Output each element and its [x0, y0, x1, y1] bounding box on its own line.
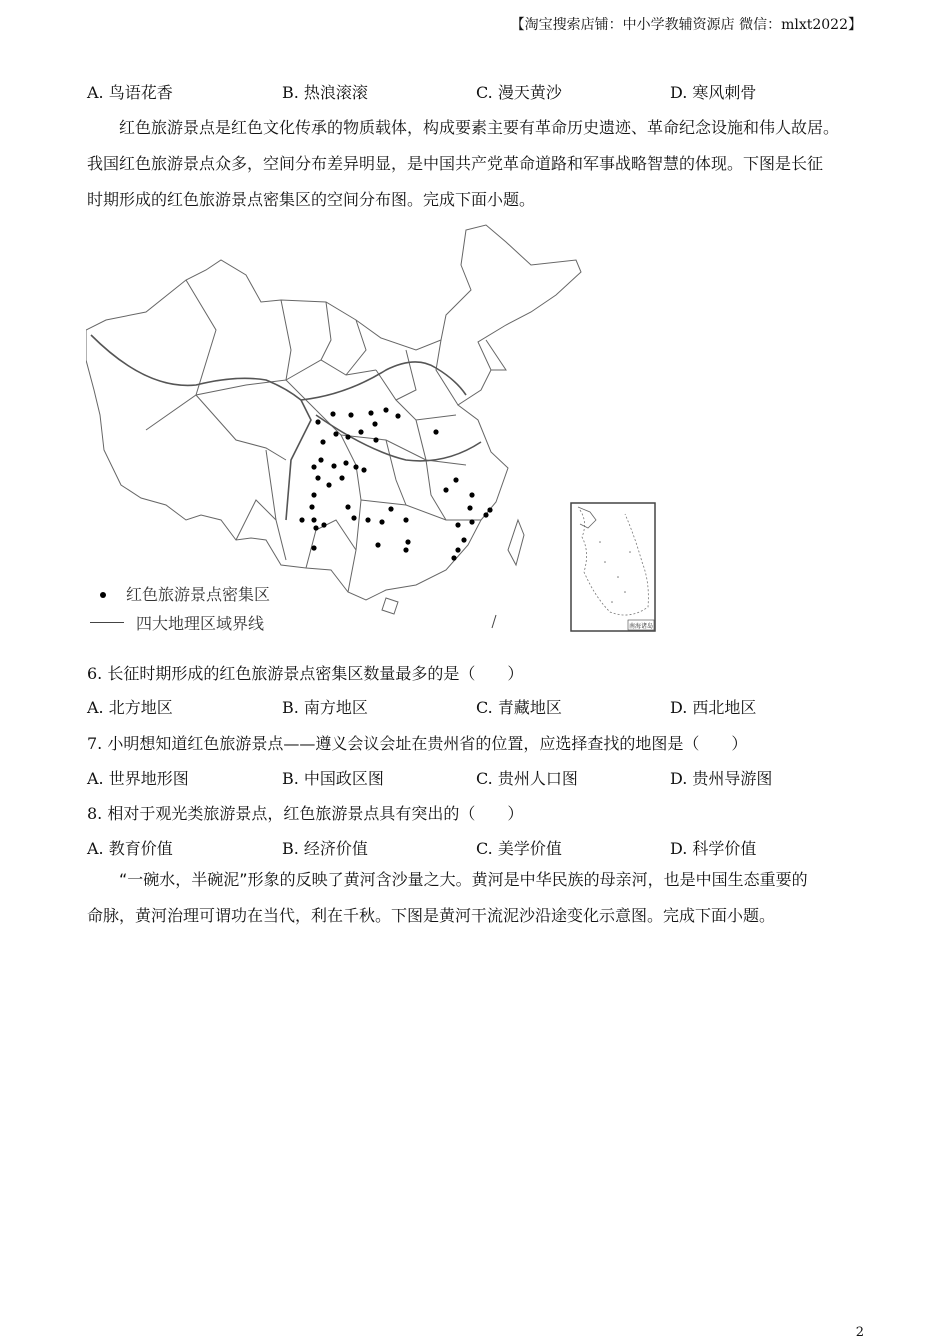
option-a: A. 教育价值: [87, 839, 173, 858]
question-7-stem: 7. 小明想知道红色旅游景点——遵义会议会址在贵州省的位置，应选择查找的地图是（ ）: [87, 734, 748, 753]
passage-line: 时期形成的红色旅游景点密集区的空间分布图。完成下面小题。: [87, 190, 536, 209]
option-c: C. 漫天黄沙: [476, 83, 562, 102]
tourism-dot: [403, 547, 408, 552]
passage-line: 红色旅游景点是红色文化传承的物质载体，构成要素主要有革命历史遗迹、革命纪念设施和伟人故居。: [119, 118, 840, 137]
legend-line-icon: [90, 622, 124, 623]
tourism-dot: [326, 482, 331, 487]
tourism-dot: [309, 504, 314, 509]
tourism-dot: [345, 434, 350, 439]
tourism-dot: [313, 525, 318, 530]
tourism-dot: [365, 517, 370, 522]
tourism-dot: [388, 506, 393, 511]
tourism-dot: [299, 517, 304, 522]
option-d: D. 西北地区: [670, 698, 757, 717]
header-watermark: 【淘宝搜索店铺：中小学教辅资源店 微信：mlxt2022】: [510, 17, 862, 33]
tourism-dot: [311, 464, 316, 469]
tourism-dot: [455, 522, 460, 527]
tourism-dot: [373, 437, 378, 442]
tourism-dot: [443, 487, 448, 492]
tourism-dot: [311, 545, 316, 550]
tourism-dot: [348, 412, 353, 417]
tourism-dot: [469, 519, 474, 524]
passage-red-tourism: [87, 110, 872, 218]
tourism-dot: [353, 464, 358, 469]
tourism-dot: [433, 429, 438, 434]
passage-line: 命脉，黄河治理可谓功在当代，利在千秋。下图是黄河干流泥沙沿途变化示意图。完成下面小题。: [87, 906, 776, 925]
tourism-dot: [339, 475, 344, 480]
tourism-dot: [311, 517, 316, 522]
south-china-sea-inset: [570, 502, 656, 632]
option-b: B. 中国政区图: [282, 769, 384, 788]
tourism-dot: [318, 457, 323, 462]
tourism-dot: [368, 410, 373, 415]
option-c: C. 贵州人口图: [476, 769, 578, 788]
option-d: D. 贵州导游图: [670, 769, 773, 788]
option-b: B. 南方地区: [282, 698, 368, 717]
inset-label: 南海诸岛: [628, 623, 654, 630]
tourism-dot: [315, 475, 320, 480]
legend-line-item: [90, 611, 264, 634]
question-6-options: [87, 695, 867, 719]
option-b: B. 热浪滚滚: [282, 83, 368, 102]
tourism-dot: [333, 431, 338, 436]
option-d: D. 科学价值: [670, 839, 757, 858]
tourism-dot: [469, 492, 474, 497]
tourism-dot: [455, 547, 460, 552]
passage-line: “一碗水，半碗泥”形象的反映了黄河含沙量之大。黄河是中华民族的母亲河，也是中国生态重要的: [119, 870, 808, 889]
option-b: B. 经济价值: [282, 839, 368, 858]
question-8-stem: 8. 相对于观光类旅游景点，红色旅游景点具有突出的（ ）: [87, 804, 524, 823]
legend-dot-label: 红色旅游景点密集区: [126, 585, 271, 604]
tourism-dot: [487, 507, 492, 512]
tourism-dot: [461, 537, 466, 542]
legend-dot-icon: [100, 592, 106, 598]
tourism-dot: [483, 512, 488, 517]
question-8-options: [87, 836, 867, 860]
tourism-dot: [358, 429, 363, 434]
option-c: C. 青藏地区: [476, 698, 562, 717]
prev-question-options: [87, 80, 867, 104]
passage-line: 我国红色旅游景点众多，空间分布差异明显，是中国共产党革命道路和军事战略智慧的体现。下图是长征: [87, 154, 824, 173]
question-7-options: [87, 766, 867, 790]
passage-yellow-river: [87, 862, 872, 934]
tourism-dot: [395, 413, 400, 418]
option-a: A. 鸟语花香: [87, 83, 173, 102]
tourism-dot: [331, 463, 336, 468]
page-number: 2: [855, 1325, 864, 1340]
option-d: D. 寒风刺骨: [670, 83, 757, 102]
question-6-stem: 6. 长征时期形成的红色旅游景点密集区数量最多的是（ ）: [87, 664, 524, 683]
tourism-dot: [343, 460, 348, 465]
tourism-dot: [315, 419, 320, 424]
legend-dot-item: [92, 582, 270, 605]
tourism-dot: [405, 539, 410, 544]
tourism-dot: [330, 411, 335, 416]
red-tourism-dots: [299, 407, 492, 560]
tourism-dot: [311, 492, 316, 497]
option-a: A. 北方地区: [87, 698, 173, 717]
legend-line-label: 四大地理区域界线: [136, 614, 265, 633]
option-c: C. 美学价值: [476, 839, 562, 858]
tourism-dot: [453, 477, 458, 482]
tourism-dot: [345, 504, 350, 509]
option-a: A. 世界地形图: [87, 769, 189, 788]
tourism-dot: [361, 467, 366, 472]
tourism-dot: [451, 555, 456, 560]
tourism-dot: [375, 542, 380, 547]
tourism-dot: [403, 517, 408, 522]
tourism-dot: [351, 515, 356, 520]
tourism-dot: [467, 505, 472, 510]
tourism-dot: [372, 421, 377, 426]
tourism-dot: [383, 407, 388, 412]
tourism-dot: [320, 439, 325, 444]
tourism-dot: [379, 519, 384, 524]
tourism-dot: [321, 522, 326, 527]
